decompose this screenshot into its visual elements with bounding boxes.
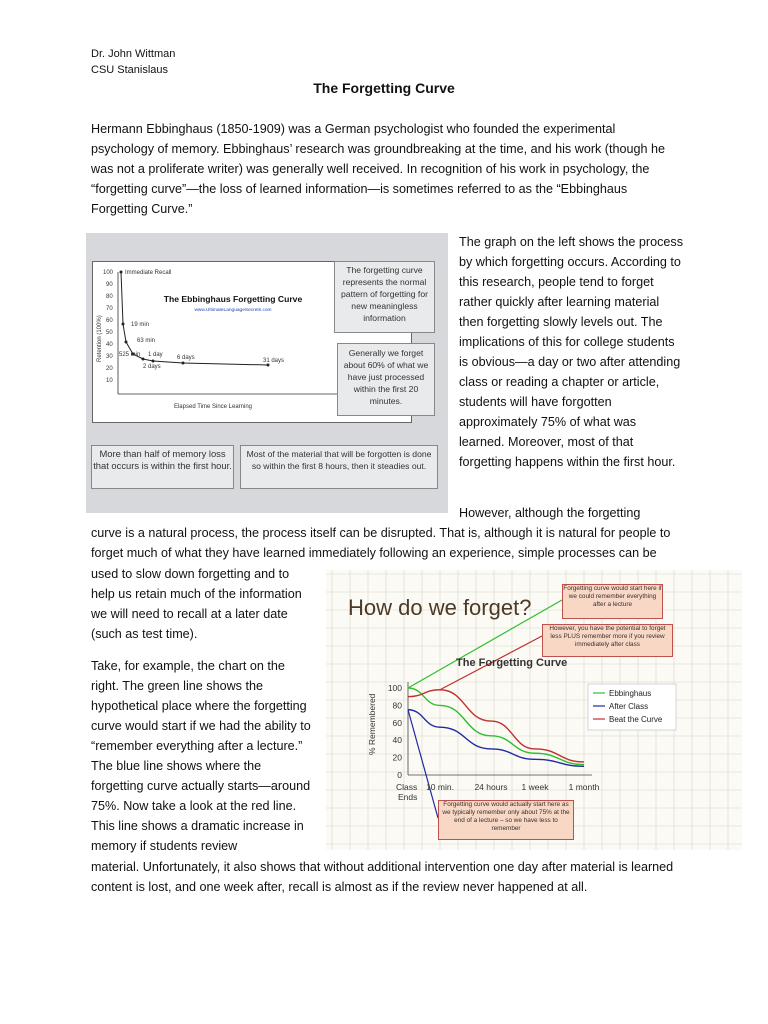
chart-legend (588, 684, 676, 730)
point-2days (152, 360, 155, 363)
label-immediate: Immediate Recall (125, 270, 172, 276)
point-1day (142, 358, 145, 361)
label-19min: 19 min (131, 322, 150, 328)
note-actual-start: Forgetting curve would actually start here as we typically remember only about 75% at the end of a lecture – so we have less to remember (438, 800, 574, 840)
y-axis-label: % Remembered (367, 693, 377, 755)
y-tick-label: 100 (387, 683, 402, 693)
y-tick: 50 (106, 330, 113, 336)
point-6days (182, 362, 185, 365)
however-paragraph: curve is a natural process, the process itself can be disrupted. That is, although it is natural for people to forget much of what they have learned immediately following an experience, simple processes can be (91, 526, 671, 560)
label-2days: 2 days (143, 364, 161, 370)
author-name: Dr. John Wittman (91, 48, 176, 60)
label-525min: 525 min (119, 352, 141, 358)
chart-title: The Forgetting Curve (456, 657, 568, 669)
label-1day: 1 day (148, 352, 163, 358)
legend-ebbinghaus: Ebbinghaus (609, 689, 652, 698)
x-tick-label: Ends (398, 792, 418, 802)
ebbinghaus-figure (86, 233, 448, 513)
point-63min (125, 341, 128, 344)
figure2-headline: How do we forget? (348, 595, 532, 620)
legend-after-class: After Class (609, 702, 649, 711)
note-normal-pattern: The forgetting curve represents the normal pattern of forgetting for new meaningless information (334, 261, 435, 333)
figure1-site: www.UltimateLanguageSecrets.com (194, 308, 272, 313)
x-tick-label: 1 month (568, 782, 600, 792)
y-tick-labels (103, 270, 114, 384)
y-tick-label: 20 (392, 752, 402, 763)
graph-explanation-paragraph: The graph on the left shows the process by which forgetting occurs. According to this research, people tend to forget rather quickly after learning material then forgetting slowly levels out. The implications of this for college students is obvious—a day or two after attending class or reading a chapter or article, students will have forgotten approximately 75% of what was learned. Moreover, most of that forgetting happens within the first hour. (459, 235, 684, 469)
x-tick-label: 10 min. (426, 782, 454, 792)
slow-down-paragraph: used to slow down forgetting and to help us retain much of the information we will need to recall at a later date (such as test time). (91, 567, 302, 641)
y-tick: 40 (106, 342, 113, 348)
page-title: The Forgetting Curve (313, 80, 455, 96)
note-half-memory: More than half of memory loss that occurs is within the first hour. (91, 445, 234, 489)
y-tick-label: 60 (392, 717, 402, 728)
figure1-title: The Ebbinghaus Forgetting Curve (163, 294, 303, 304)
note-8-hours: Most of the material that will be forgotten is done so within the first 8 hours, then it steadies out. (240, 445, 438, 489)
y-tick: 20 (106, 366, 113, 372)
y-tick: 60 (106, 318, 113, 324)
label-63min: 63 min (137, 338, 156, 344)
x-tick-label: 1 week (521, 782, 549, 792)
x-axis-label: Elapsed Time Since Learning (173, 404, 253, 410)
y-tick-label: 0 (397, 770, 402, 780)
conclusion-paragraph: material. Unfortunately, it also shows that without additional intervention one day after material is learned content is lost, and one week after, recall is almost as if the review never happened at all. (91, 860, 674, 894)
intro-paragraph: Hermann Ebbinghaus (1850-1909) was a German psychologist who founded the experimental psychology of memory. Ebbinghaus’ research was groundbreaking at the time, and his work (though he was not a proliferate writer) was generally well received. In recognition of his work in psychology, the “forgetting curve”—the loss of learned information—is sometimes referred to as the “Ebbinghaus Forgetting Curve.” (91, 122, 666, 216)
y-tick: 90 (106, 282, 113, 288)
point-19min (122, 323, 125, 326)
note-forget-60: Generally we forget about 60% of what we have just processed within the first 20 minutes. (337, 343, 435, 416)
label-31days: 31 days (263, 358, 285, 364)
y-tick-label: 80 (392, 700, 402, 711)
example-paragraph: Take, for example, the chart on the right. The green line shows the hypothetical place where the forgetting curve would start if we had the ability to “remember everything after a lecture.” The blue line shows where the forgetting curve actually starts—around 75%. Now take a look at the red line. This line shows a dramatic increase in memory if students review (91, 659, 311, 853)
x-tick-label: Class (396, 782, 418, 792)
note-green-start: Forgetting curve would start here if we could remember everything after a lecture (562, 584, 663, 619)
note-review-after-class: However, you have the potential to forget less PLUS remember more if you review immediately after class (542, 624, 673, 657)
institution-name: CSU Stanislaus (91, 64, 169, 76)
legend-beat-the-curve: Beat the Curve (609, 715, 663, 724)
point-immediate (120, 271, 123, 274)
y-tick-label: 40 (392, 735, 402, 746)
y-axis-label: Retention (100%) (97, 315, 103, 362)
y-tick: 80 (106, 294, 113, 300)
x-tick-label: 24 hours (474, 782, 508, 792)
label-6days: 6 days (177, 355, 195, 361)
y-tick: 70 (106, 306, 113, 312)
y-tick: 10 (106, 378, 113, 384)
how-we-forget-figure (326, 570, 742, 850)
y-tick: 30 (106, 354, 113, 360)
however-line: However, although the forgetting (459, 506, 641, 520)
y-tick: 100 (103, 270, 114, 276)
